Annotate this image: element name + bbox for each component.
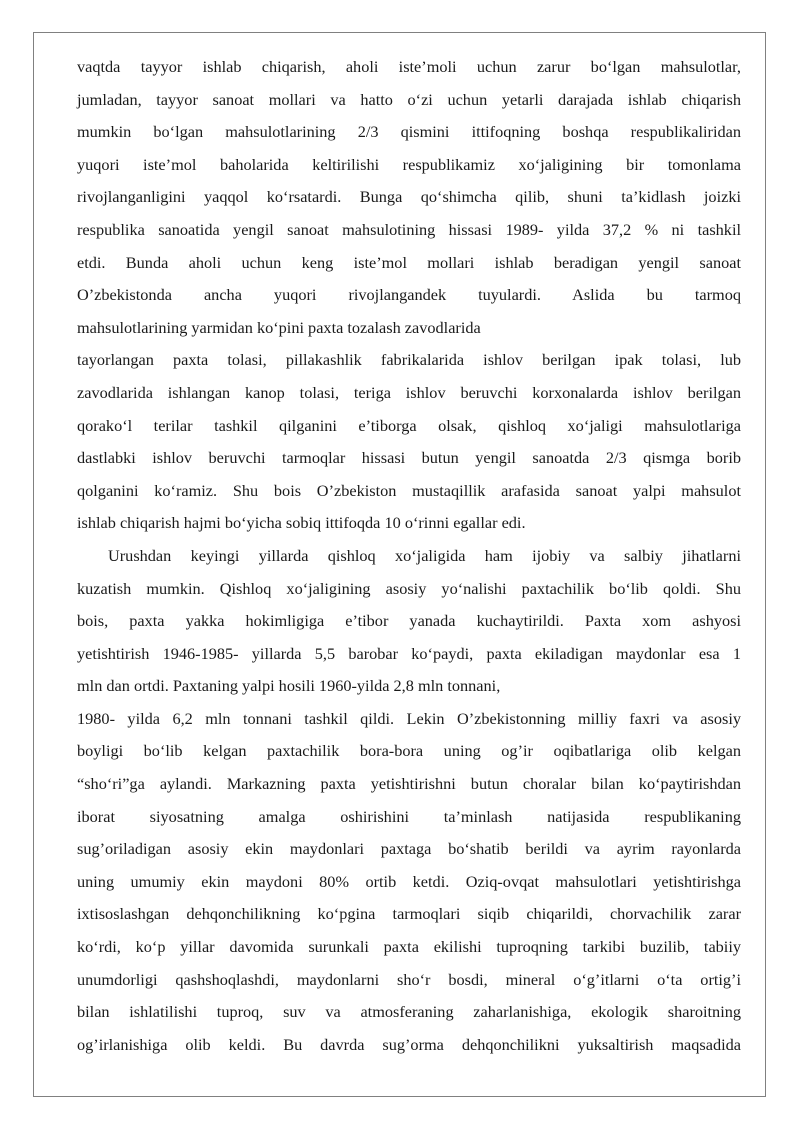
text-line: sug’oriladigan asosiy ekin maydonlari paxtaga bo‘shatib berildi va ayrim rayonlarda [77,839,741,859]
text-line: kuzatish mumkin. Qishloq xo‘jaligining asosiy yo‘nalishi paxtachilik bo‘lib qoldi. Shu [77,578,741,598]
text-line: mahsulotlarining yarmidan ko‘pini paxta tozalash zavodlarida [77,317,481,337]
text-line: tayorlangan paxta tolasi, pillakashlik fabrikalarida ishlov berilgan ipak tolasi, lub [77,350,741,370]
text-line: respublika sanoatida yengil sanoat mahsulotining hissasi 1989- yilda 37,2 % ni tashkil [77,219,741,239]
text-line: boyligi bo‘lib kelgan paxtachilik bora-bora uning og’ir oqibatlariga olib kelgan [77,741,741,761]
text-line: bilan ishlatilishi tuproq, suv va atmosferaning zaharlanishiga, ekologik sharoitning [77,1002,741,1022]
text-line: etdi. Bunda aholi uchun keng iste’mol mollari ishlab beradigan yengil sanoat [77,252,741,272]
text-line: qorako‘l terilar tashkil qilganini e’tiborga olsak, qishloq xo‘jaligi mahsulotlariga [77,415,741,435]
text-line: jumladan, tayyor sanoat mollari va hatto o‘zi uchun yetarli darajada ishlab chiqarish [77,89,741,109]
text-line: vaqtda tayyor ishlab chiqarish, aholi iste’moli uchun zarur bo‘lgan mahsulotlar, [77,57,741,76]
text-line: yetishtirish 1946-1985- yillarda 5,5 barobar ko‘paydi, paxta ekiladigan maydonlar esa 1 [77,643,741,663]
text-line: uning umumiy ekin maydoni 80% ortib ketdi. Oziq-ovqat mahsulotlari yetishtirishga [77,871,741,891]
text-line: og’irlanishiga olib keldi. Bu davrda sug’orma dehqonchilikni yuksaltirish maqsadida [77,1034,741,1054]
document-body [77,51,741,1061]
text-line: bois, paxta yakka hokimligiga e’tibor yanada kuchaytirildi. Paxta xom ashyosi [77,611,741,631]
text-line: “sho‘ri”ga aylandi. Markazning paxta yetishtirishni butun choralar bilan ko‘paytirishdan [77,774,741,794]
text-line: ko‘rdi, ko‘p yillar davomida surunkali paxta ekilishi tuproqning tarkibi buzilib, tabiiy [77,937,741,957]
text-line: Urushdan keyingi yillarda qishloq xo‘jaligida ham ijobiy va salbiy jihatlarni [108,545,741,565]
text-line: rivojlanganligini yaqqol ko‘rsatardi. Bunga qo‘shimcha qilib, shuni ta’kidlash joizki [77,187,741,207]
text-line: ixtisoslashgan dehqonchilikning ko‘pgina tarmoqlari siqib chiqarildi, chorvachilik zarar [77,904,741,924]
text-line: mumkin bo‘lgan mahsulotlarining 2/3 qismini ittifoqning boshqa respublikaliridan [77,122,741,142]
text-line: 1980- yilda 6,2 mln tonnani tashkil qildi. Lekin O’zbekistonning milliy faxri va asosiy [77,708,741,728]
text-line: qolganini ko‘ramiz. Shu bois O’zbekiston mustaqillik arafasida sanoat yalpi mahsulot [77,480,741,500]
text-line: unumdorligi qashshoqlashdi, maydonlarni sho‘r bosdi, mineral o‘g’itlarni o‘ta ortig’i [77,969,741,989]
text-line: mln dan ortdi. Paxtaning yalpi hosili 1960-yilda 2,8 mln tonnani, [77,676,501,696]
text-line: zavodlarida ishlangan kanop tolasi, teriga ishlov beruvchi korxonalarda ishlov berilgan [77,382,741,402]
text-line: yuqori iste’mol baholarida keltirilishi respublikamiz xo‘jaligining bir tomonlama [77,154,741,174]
text-line: ishlab chiqarish hajmi bo‘yicha sobiq ittifoqda 10 o‘rinni egallar edi. [77,513,526,533]
text-line: iborat siyosatning amalga oshirishini ta’minlash natijasida respublikaning [77,806,741,826]
text-line: dastlabki ishlov beruvchi tarmoqlar hissasi butun yengil sanoatda 2/3 qismga borib [77,448,741,468]
text-line: O’zbekistonda ancha yuqori rivojlangandek tuyulardi. Aslida bu tarmoq [77,285,741,305]
